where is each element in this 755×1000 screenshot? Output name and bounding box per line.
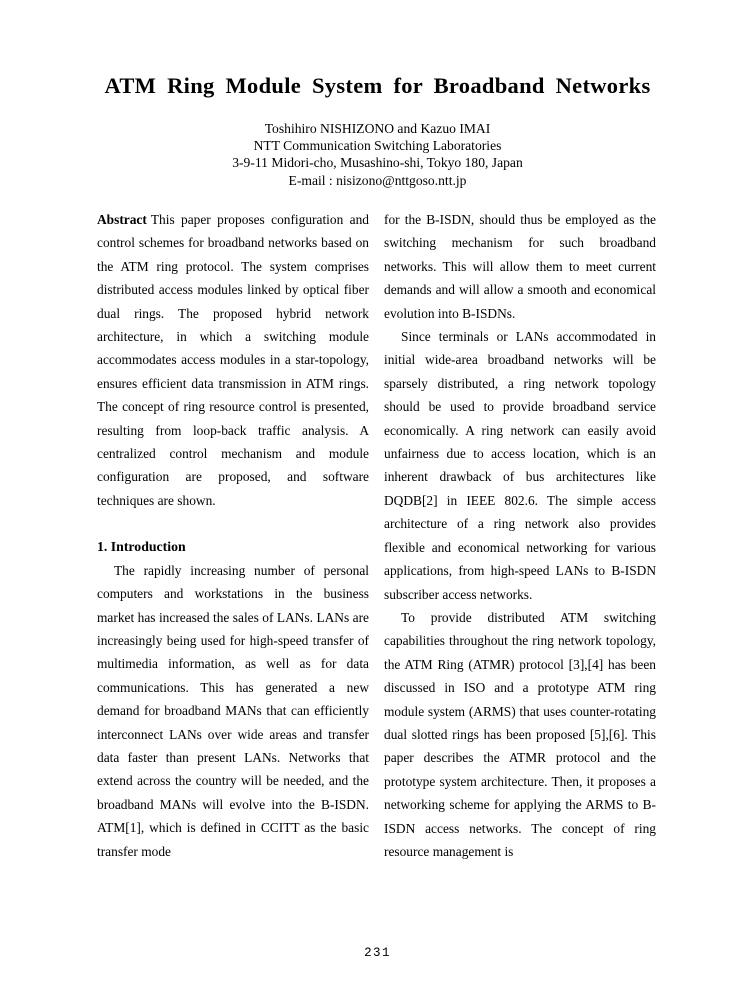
abstract-label: Abstract	[97, 212, 147, 227]
author-names: Toshihiro NISHIZONO and Kazuo IMAI	[264, 121, 491, 136]
introduction-paragraph: The rapidly increasing number of personal computers and workstations in the business market has increased the sales of LANs. LANs are increasingly being used for high-speed transfer of multimedia information, as well as for data communications. This has generated a new demand for broadband MANs that can efficiently interconnect LANs over wide areas and transfer data faster than present LANs. Networks that extend across the country will be needed, and the broadband MANs will evolve into the B-ISDN. ATM[1], which is defined in CCITT as the basic transfer mode	[97, 562, 369, 859]
author-block	[60, 120, 695, 189]
author-email: E-mail : nisizono@nttgoso.ntt.jp	[288, 172, 467, 188]
right-column	[384, 208, 656, 863]
page-number: 231	[364, 946, 391, 960]
body-paragraph-continuation: for the B-ISDN, should thus be employed as the switching mechanism for such broadband networks. This will allow them to meet current demands and will allow a smooth and economical evolution into B-ISDNs.	[384, 212, 656, 321]
abstract-paragraph	[97, 208, 369, 512]
spacer	[97, 512, 369, 535]
section-heading-introduction: 1. Introduction	[97, 539, 186, 555]
author-affiliation: NTT Communication Switching Laboratories	[253, 138, 502, 154]
body-paragraph-atmr-protocol: To provide distributed ATM switching capabilities throughout the ring network topology, the ATM Ring (ATMR) protocol [3],[4] has been discussed in ISO and a prototype ATM ring module system (ARMS) that uses counter-rotating dual slotted rings has been proposed [5],[6]. This paper describes the ATMR protocol and the prototype system architecture. Then, it proposes a networking scheme for applying the ARMS to B-ISDN access networks. The concept of ring resource management is	[384, 609, 656, 859]
body-columns	[97, 208, 656, 908]
author-address: 3-9-11 Midori-cho, Musashino-shi, Tokyo 180, Japan	[232, 155, 523, 171]
body-paragraph-ring-topology: Since terminals or LANs accommodated in initial wide-area broadband networks will be sparsely distributed, a ring network topology should be used to provide broadband service economically. A ring network can easily avoid unfairness due to access location, which is an inherent drawback of bus architectures like DQDB[2] in IEEE 802.6. The simple access architecture of a ring network also provides flexible and economical networking for various applications, from high-speed LANs to B-ISDN subscriber access networks.	[384, 329, 656, 602]
abstract-text: This paper proposes configuration and control schemes for broadband networks based on the ATM ring protocol. The system comprises distributed access modules linked by optical fiber dual rings. The proposed hybrid network architecture, in which a switching module accommodates access modules in a star-topology, ensures efficient data transmission in ATM rings. The concept of ring resource control is presented, resulting from loop-back traffic analysis. A centralized control mechanism and module configuration are proposed, and software techniques are shown.	[97, 212, 369, 508]
left-column	[97, 208, 369, 863]
page-title: ATM Ring Module System for Broadband Networks	[104, 73, 651, 98]
